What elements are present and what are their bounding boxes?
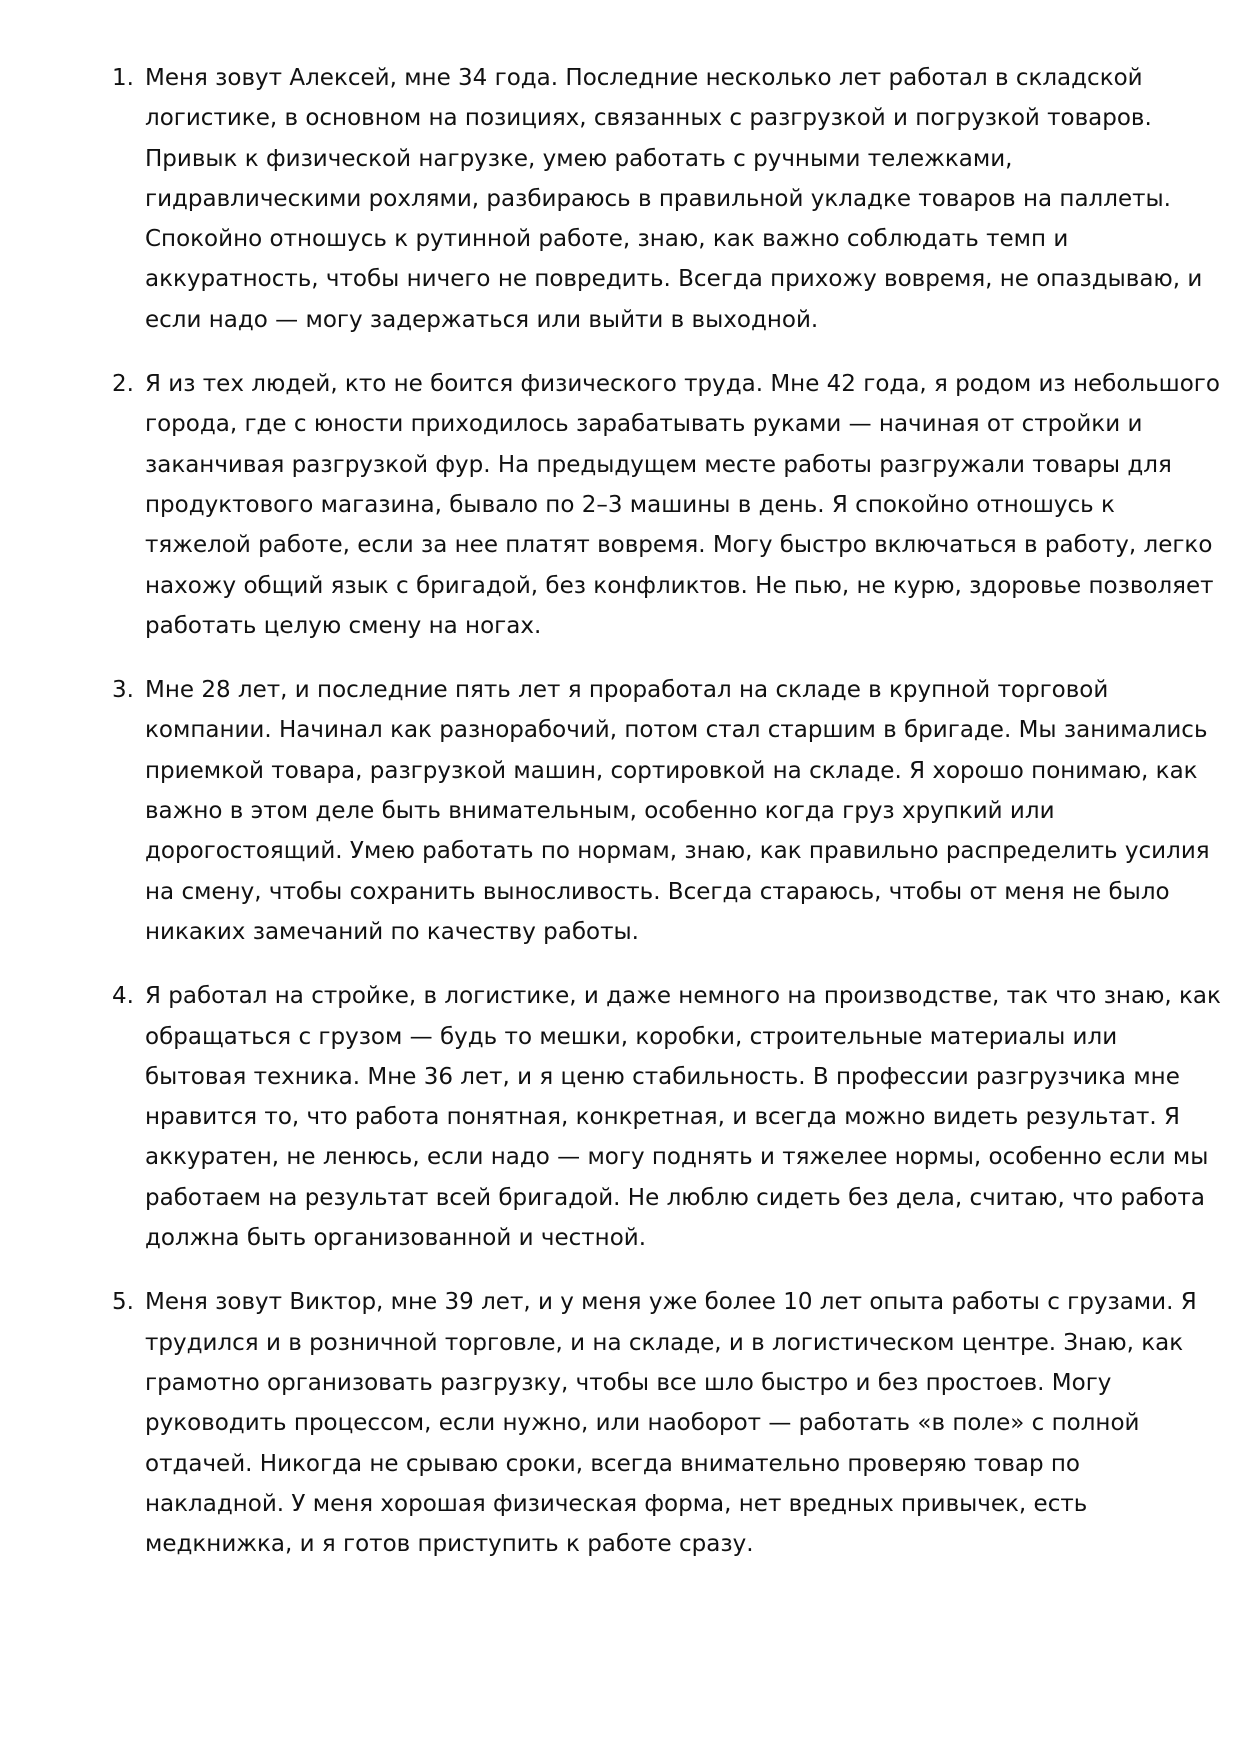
- text-line: никаких замечаний по качеству работы.: [145, 918, 639, 945]
- text-line: Привык к физической нагрузке, умею работать с ручными тележками,: [145, 145, 1013, 172]
- list-item-1: [112, 58, 1203, 340]
- text-line: Я из тех людей, кто не боится физического труда. Мне 42 года, я родом из небольшого: [145, 371, 1220, 398]
- list-item-number: 1.: [112, 65, 134, 91]
- text-line: отдачей. Никогда не срываю сроки, всегда внимательно проверяю товар по: [145, 1450, 1080, 1477]
- text-line: накладной. У меня хорошая физическая форма, нет вредных привычек, есть: [145, 1490, 1088, 1517]
- text-line: должна быть организованной и честной.: [145, 1225, 647, 1252]
- text-line: компании. Начинал как разнорабочий, потом стал старшим в бригаде. Мы занимались: [145, 717, 1208, 744]
- text-line: работать целую смену на ногах.: [145, 612, 542, 639]
- text-line: Я работал на стройке, в логистике, и даже немного на производстве, так что знаю, как: [145, 983, 1221, 1010]
- text-line: если надо — могу задержаться или выйти в выходной.: [145, 306, 819, 333]
- text-line: гидравлическими рохлями, разбираюсь в правильной укладке товаров на паллеты.: [145, 185, 1171, 212]
- list-item-5: [112, 1282, 1197, 1564]
- text-line: работаем на результат всей бригадой. Не люблю сидеть без дела, считаю, что работа: [145, 1184, 1205, 1211]
- text-line: медкнижка, и я готов приступить к работе сразу.: [145, 1531, 754, 1558]
- list-item-3: [112, 670, 1210, 952]
- list-item-number: 3.: [112, 677, 134, 704]
- text-line: аккуратность, чтобы ничего не повредить. Всегда прихожу вовремя, не опаздываю, и: [145, 266, 1203, 293]
- text-line: заканчивая разгрузкой фур. На предыдущем месте работы разгружали товары для: [145, 451, 1172, 478]
- text-line: приемкой товара, разгрузкой машин, сортировкой на складе. Я хорошо понимаю, как: [145, 757, 1198, 784]
- list-item-number: 2.: [112, 371, 134, 398]
- text-line: Спокойно отношусь к рутинной работе, знаю, как важно соблюдать темп и: [145, 226, 1069, 253]
- text-line: важно в этом деле быть внимательным, особенно когда груз хрупкий или: [145, 798, 1055, 825]
- text-line: продуктового магазина, бывало по 2–3 машины в день. Я спокойно отношусь к: [145, 491, 1115, 518]
- list-item-number: 4.: [112, 983, 134, 1010]
- list-item-number: 5.: [112, 1289, 134, 1316]
- text-line: аккуратен, не ленюсь, если надо — могу поднять и тяжелее нормы, особенно если мы: [145, 1144, 1209, 1171]
- text-line: города, где с юности приходилось зарабатывать руками — начиная от стройки и: [145, 411, 1143, 438]
- text-line: тяжелой работе, если за нее платят вовремя. Могу быстро включаться в работу, легко: [145, 532, 1213, 559]
- text-line: нахожу общий язык с бригадой, без конфликтов. Не пью, не курю, здоровье позволяет: [145, 572, 1214, 599]
- text-line: бытовая техника. Мне 36 лет, и я ценю стабильность. В профессии разгрузчика мне: [145, 1063, 1180, 1090]
- text-line: нравится то, что работа понятная, конкретная, и всегда можно видеть результат. Я: [145, 1104, 1180, 1131]
- text-line: обращаться с грузом — будь то мешки, коробки, строительные материалы или: [145, 1023, 1118, 1050]
- candidate-descriptions-list: [112, 58, 1221, 1588]
- text-line: логистике, в основном на позициях, связанных с разгрузкой и погрузкой товаров.: [145, 105, 1152, 132]
- list-item-4: [112, 976, 1221, 1258]
- text-line: Меня зовут Виктор, мне 39 лет, и у меня уже более 10 лет опыта работы с грузами. Я: [145, 1289, 1197, 1316]
- text-line: Меня зовут Алексей, мне 34 года. Последние несколько лет работал в складской: [145, 65, 1143, 91]
- list-item-2: [112, 364, 1220, 646]
- text-line: дорогостоящий. Умею работать по нормам, знаю, как правильно распределить усилия: [145, 838, 1210, 865]
- text-line: Мне 28 лет, и последние пять лет я проработал на складе в крупной торговой: [145, 677, 1109, 704]
- text-line: грамотно организовать разгрузку, чтобы все шло быстро и без простоев. Могу: [145, 1369, 1112, 1396]
- text-line: руководить процессом, если нужно, или наоборот — работать «в поле» с полной: [145, 1410, 1140, 1437]
- text-line: трудился и в розничной торговле, и на складе, и в логистическом центре. Знаю, как: [145, 1329, 1184, 1356]
- text-line: на смену, чтобы сохранить выносливость. Всегда стараюсь, чтобы от меня не было: [145, 878, 1170, 905]
